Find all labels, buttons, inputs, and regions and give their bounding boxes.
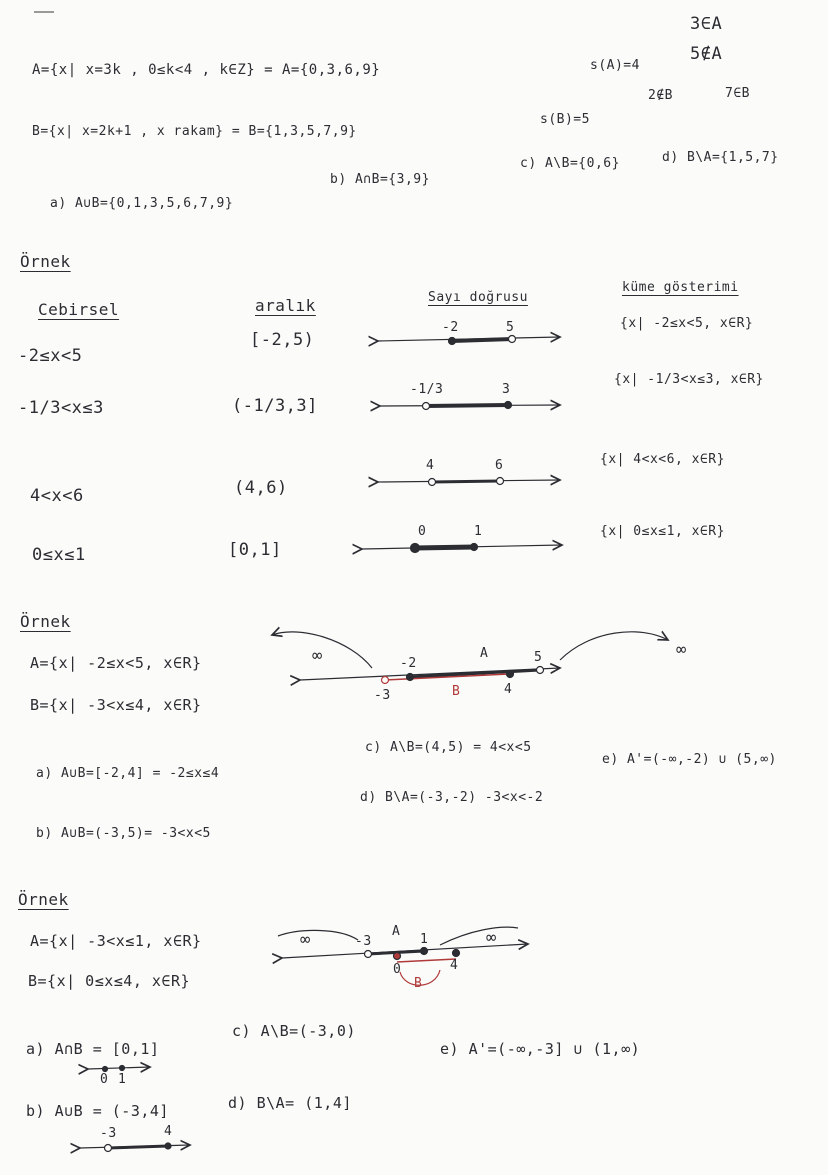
ex3-answer-d: d) B\A= (1,4] xyxy=(228,1094,352,1112)
row3-cebirsel: 4<x<6 xyxy=(30,486,84,506)
numline-row3-open-dot-right xyxy=(497,478,504,485)
ex3-answer-e: e) A'=(-∞,-3] ∪ (1,∞) xyxy=(440,1040,641,1058)
example3-set-B: B={x| 0≤x≤4, x∈R} xyxy=(28,972,191,990)
ex3-arc-left xyxy=(278,930,358,940)
row2-left-label: -1/3 xyxy=(410,382,444,397)
ex3-answer-b: b) A∪B = (-3,4] xyxy=(26,1102,169,1120)
numline-row3-segment xyxy=(432,481,500,482)
ex3-b-label-m3: -3 xyxy=(100,1126,117,1141)
row4-left-label: 0 xyxy=(418,524,427,539)
example3-set-A: A={x| -3<x≤1, x∈R} xyxy=(30,932,202,950)
note-5-notin-A: 5∉A xyxy=(690,44,723,64)
row2-cebirsel: -1/3<x≤3 xyxy=(18,398,104,418)
ex3-a-label-1: 1 xyxy=(118,1072,127,1087)
row3-left-label: 4 xyxy=(426,458,435,473)
row4-right-label: 1 xyxy=(474,524,483,539)
ex2-dot-4 xyxy=(507,671,514,678)
ex3-line-A-label: A xyxy=(392,924,401,939)
note-7-in-B: 7∈B xyxy=(725,86,750,101)
ex3-dot-0 xyxy=(394,953,401,960)
set-A-cardinality: s(A)=4 xyxy=(590,58,640,73)
numline-row2-closed-dot xyxy=(505,402,512,409)
ex2-label-m3: -3 xyxy=(374,688,391,703)
ex2-label-5: 5 xyxy=(534,650,543,665)
numline-row2-segment xyxy=(426,405,508,406)
ex3-label-4: 4 xyxy=(450,958,459,973)
numline-row3-open-dot-left xyxy=(429,479,436,486)
ex3-b-label-4: 4 xyxy=(164,1124,173,1139)
ex3-label-1: 1 xyxy=(420,932,429,947)
row2-right-label: 3 xyxy=(502,382,511,397)
row3-aralik: (4,6) xyxy=(234,478,288,498)
ex2-line-A-label: A xyxy=(480,646,489,661)
ex2-arc-right xyxy=(560,632,668,660)
row2-aralik: (-1/3,3] xyxy=(232,396,318,416)
ex2-label-4: 4 xyxy=(504,682,513,697)
ex3-dot-4 xyxy=(453,950,460,957)
ex3-infinity-left: ∞ xyxy=(300,930,311,950)
row1-aralik: [-2,5) xyxy=(250,330,315,350)
note-2-notin-B: 2∉B xyxy=(648,88,673,103)
answer-intersection: b) A∩B={3,9} xyxy=(330,172,430,187)
numline-row4-segment xyxy=(415,547,474,548)
numline-ex3-B xyxy=(397,959,456,962)
example1-heading: Örnek xyxy=(20,252,71,271)
ex3-answer-a: a) A∩B = [0,1] xyxy=(26,1040,160,1058)
ex3-a-label-0: 0 xyxy=(100,1072,109,1087)
col-header-aralik: aralık xyxy=(255,296,316,315)
ex2-answer-d: d) B\A=(-3,-2) -3<x<-2 xyxy=(360,790,544,805)
ex3-line-B-label: B xyxy=(414,976,423,991)
ex3-arc-right xyxy=(440,927,518,945)
row4-kume: {x| 0≤x≤1, x∈R} xyxy=(600,524,725,539)
note-3-in-A: 3∈A xyxy=(690,14,723,34)
ex2-answer-b: b) A∪B=(-3,5)= -3<x<5 xyxy=(36,826,211,841)
row3-kume: {x| 4<x<6, x∈R} xyxy=(600,452,725,467)
example2-heading: Örnek xyxy=(20,612,71,631)
numline-row1-segment xyxy=(452,339,512,341)
col-header-kume: küme gösterimi xyxy=(622,280,739,295)
ex2-answer-c: c) A\B=(4,5) = 4<x<5 xyxy=(365,740,532,755)
row1-cebirsel: -2≤x<5 xyxy=(18,346,83,366)
row1-right-label: 5 xyxy=(506,320,515,335)
ex2-answer-e: e) A'=(-∞,-2) ∪ (5,∞) xyxy=(602,752,777,767)
ex2-line-B-label: B xyxy=(452,684,461,699)
ex3-dot-1 xyxy=(421,948,428,955)
set-B-definition: B={x| x=2k+1 , x rakam} = B={1,3,5,7,9} xyxy=(32,124,357,139)
numline-row1-open-dot xyxy=(509,336,516,343)
col-header-sayi-dogrusu: Sayı doğrusu xyxy=(428,290,528,305)
numline-row4-closed-dot-left xyxy=(411,544,420,553)
answer-union: a) A∪B={0,1,3,5,6,7,9} xyxy=(50,196,234,211)
ex2-infinity-left: ∞ xyxy=(312,646,323,666)
ex3-infinity-right: ∞ xyxy=(486,928,497,948)
answer-A-minus-B: c) A\B={0,6} xyxy=(520,156,620,171)
set-B-cardinality: s(B)=5 xyxy=(540,112,590,127)
example2-set-B: B={x| -3<x≤4, x∈R} xyxy=(30,696,202,714)
numline-row4-closed-dot-right xyxy=(471,544,478,551)
ex2-label-m2: -2 xyxy=(400,656,417,671)
row4-aralik: [0,1] xyxy=(228,540,282,560)
row1-left-label: -2 xyxy=(442,320,459,335)
row2-kume: {x| -1/3<x≤3, x∈R} xyxy=(614,372,764,387)
ex3-label-0: 0 xyxy=(393,962,402,977)
ex3-label-m3: -3 xyxy=(355,934,372,949)
answer-B-minus-A: d) B\A={1,5,7} xyxy=(662,150,779,165)
row3-right-label: 6 xyxy=(495,458,504,473)
ex2-dot-5 xyxy=(537,667,544,674)
numline-row1-closed-dot xyxy=(449,338,456,345)
ex3-answer-c: c) A\B=(-3,0) xyxy=(232,1022,356,1040)
example3-heading: Örnek xyxy=(18,890,69,909)
row4-cebirsel: 0≤x≤1 xyxy=(32,545,86,565)
col-header-cebirsel: Cebirsel xyxy=(38,300,120,319)
ex2-answer-a: a) A∪B=[-2,4] = -2≤x≤4 xyxy=(36,766,220,781)
row1-kume: {x| -2≤x<5, x∈R} xyxy=(620,316,754,331)
ex2-dot-m3 xyxy=(382,677,389,684)
numline-row2-open-dot xyxy=(423,403,430,410)
ex2-dot-m2 xyxy=(407,674,414,681)
ex2-infinity-right: ∞ xyxy=(676,640,687,660)
set-A-definition: A={x| x=3k , 0≤k<4 , k∈Z} = A={0,3,6,9} xyxy=(32,62,381,78)
example2-set-A: A={x| -2≤x<5, x∈R} xyxy=(30,654,202,672)
ex3-dot-m3 xyxy=(365,951,372,958)
